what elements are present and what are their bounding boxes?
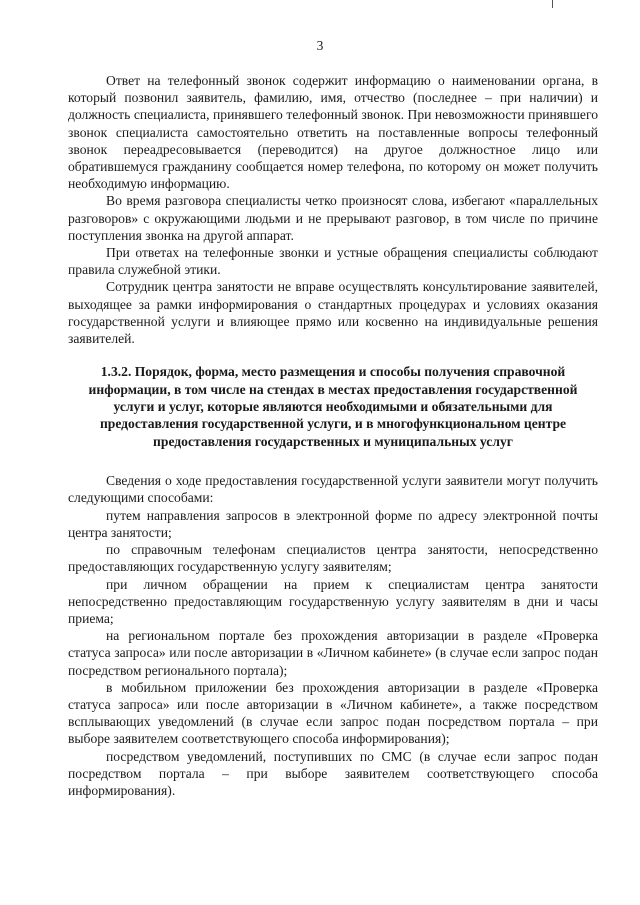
paragraph-consulting-limits: Сотрудник центра занятости не вправе осуществлять консультирование заявителей, выходящее за рамки информирования о стандартных процедурах и условиях оказания государственной услуги и влияющее прямо или косвенно на индивидуальные решения заявителей. [68,279,598,347]
page-number: 3 [316,38,324,53]
page-body [68,72,598,799]
list-item-email: путем направления запросов в электронной форме по адресу электронной почты центра занятости; [68,507,598,540]
list-item-sms: посредством уведомлений, поступивших по СМС (в случае если запрос подан посредством портала – при выборе заявителем соответствующего способа информирования). [68,748,598,798]
list-item-mobile-app: в мобильном приложении без прохождения авторизации в разделе «Проверка статуса запроса» или после авторизации в «Личном кабинете», а также посредством всплывающих уведомлений (в случае если запрос подан посредством портала – при выборе заявителем соответствующего способа информирования); [68,679,598,747]
paragraph-conversation-rules: Во время разговора специалисты четко произносят слова, избегают «параллельных разговоров» с окружающими людьми и не прерывают разговор, в том числе по причине поступления звонка на другой аппарат. [68,193,598,243]
section-heading-1-3-2: 1.3.2. Порядок, форма, место размещения и способы получения справочной информации, в том числе на стендах в местах предоставления государственной услуги и услуг, которые являются необходимыми и обязательными для предоставления государственной услуги, и в многофункциональном центре предоставления государственных и муниципальных услуг [88,364,578,449]
list-item-regional-portal: на региональном портале без прохождения авторизации в разделе «Проверка статуса запроса» или после авторизации в «Личном кабинете» (в случае если запрос подан посредством регионального портала); [68,628,598,678]
paragraph-phone-answer: Ответ на телефонный звонок содержит информацию о наименовании органа, в который позвонил заявитель, фамилию, имя, отчество (последнее – при наличии) и должность специалиста, принявшего телефонный звонок. При невозможности принявшего звонок специалиста самостоятельно ответить на поставленные вопросы телефонный звонок переадресовывается (переводится) на другое должностное лицо или обратившемуся гражданину сообщается номер телефона, по которому он может получить необходимую информацию. [68,73,598,192]
paragraph-status-ways-intro: Сведения о ходе предоставления государственной услуги заявители могут получить следующими способами: [68,473,598,506]
scan-edge-mark [552,0,553,8]
list-item-personal-visit: при личном обращении на прием к специалистам центра занятости непосредственно предоставляющим государственную услугу заявителям в дни и часы приема; [68,576,598,626]
paragraph-service-ethics: При ответах на телефонные звонки и устные обращения специалисты соблюдают правила служебной этики. [68,245,598,278]
list-item-phone: по справочным телефонам специалистов центра занятости, непосредственно предоставляющих государственную услугу заявителям; [68,542,598,575]
